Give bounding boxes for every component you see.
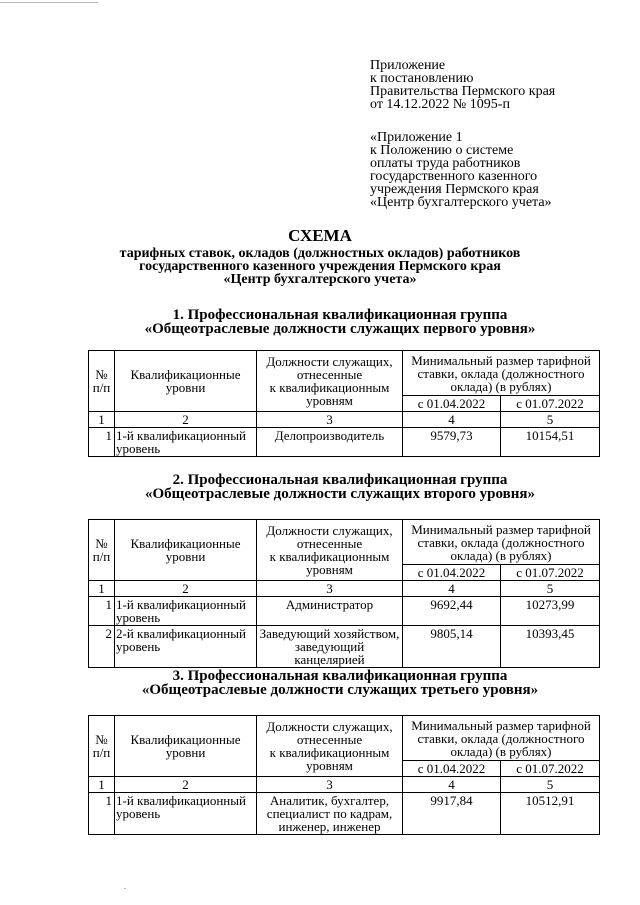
row-position: Делопроизводитель [257, 428, 403, 457]
row-level: 1-й квалификационный уровень [115, 793, 257, 835]
header-levels: Квалификационные уровни [115, 351, 257, 412]
row-value-1: 9692,44 [403, 597, 501, 626]
header-date-2: с 01.07.2022 [501, 565, 600, 581]
appendix-header: Приложение к постановлению Правительства Пермского края от 14.12.2022 № 1095-п [370, 58, 556, 112]
group-3-table [88, 715, 600, 835]
col-number: 3 [257, 581, 403, 597]
group-1-title: 1. Профессиональная квалификационная группа «Общеотраслевые должности служащих первого уровня» [144, 307, 536, 337]
appendix-1-header: «Приложение 1 к Положению о системе оплаты труда работников государственного казенного учреждения Пермского края «Центр бухгалтерского учета» [370, 130, 552, 210]
header-positions: Должности служащих, отнесенные к квалификационным уровням [257, 351, 403, 412]
header-min-salary: Минимальный размер тарифной ставки, оклада (должностного оклада) (в рублях) [403, 716, 600, 761]
row-num: 1 [89, 428, 115, 457]
col-number: 5 [501, 581, 600, 597]
col-number: 3 [257, 412, 403, 428]
row-level: 1-й квалификационный уровень [115, 597, 257, 626]
header-date-2: с 01.07.2022 [501, 761, 600, 777]
group-2-table [88, 519, 600, 668]
col-number: 2 [115, 777, 257, 793]
table-row [89, 626, 600, 668]
row-level: 1-й квалификационный уровень [115, 428, 257, 457]
col-number: 4 [403, 581, 501, 597]
row-num: 1 [89, 597, 115, 626]
col-number: 5 [501, 777, 600, 793]
col-number: 1 [89, 412, 115, 428]
table-row [89, 428, 600, 457]
header-date-1: с 01.04.2022 [403, 565, 501, 581]
header-levels: Квалификационные уровни [115, 520, 257, 581]
group-1-table [88, 350, 600, 457]
row-value-2: 10273,99 [501, 597, 600, 626]
header-num: № п/п [89, 520, 115, 581]
row-num: 1 [89, 793, 115, 835]
row-level: 2-й квалификационный уровень [115, 626, 257, 668]
group-3-title: 3. Профессиональная квалификационная группа «Общеотраслевые должности служащих третьего уровня» [141, 668, 539, 698]
table-row [89, 793, 600, 835]
scan-edge-line [0, 2, 98, 3]
col-number: 3 [257, 777, 403, 793]
col-number: 4 [403, 412, 501, 428]
document-title: СХЕМА [288, 226, 352, 245]
row-value-1: 9805,14 [403, 626, 501, 668]
document-subtitle: тарифных ставок, окладов (должностных окладов) работников государственного казенного учреждения Пермского края «Центр бухгалтерского учета» [119, 246, 521, 287]
header-positions: Должности служащих, отнесенные к квалификационным уровням [257, 520, 403, 581]
header-levels: Квалификационные уровни [115, 716, 257, 777]
row-value-2: 10393,45 [501, 626, 600, 668]
col-number: 1 [89, 581, 115, 597]
row-value-2: 10512,91 [501, 793, 600, 835]
col-number: 4 [403, 777, 501, 793]
row-position: Аналитик, бухгалтер, специалист по кадрам, инженер, инженер [257, 793, 403, 835]
header-date-1: с 01.04.2022 [403, 761, 501, 777]
row-value-2: 10154,51 [501, 428, 600, 457]
row-value-1: 9917,84 [403, 793, 501, 835]
header-min-salary: Минимальный размер тарифной ставки, оклада (должностного оклада) (в рублях) [403, 351, 600, 396]
header-positions: Должности служащих, отнесенные к квалификационным уровням [257, 716, 403, 777]
header-date-1: с 01.04.2022 [403, 396, 501, 412]
group-2-title: 2. Профессиональная квалификационная группа «Общеотраслевые должности служащих второго уровня» [145, 472, 535, 502]
row-position: Администратор [257, 597, 403, 626]
row-num: 2 [89, 626, 115, 668]
scan-speck [124, 888, 126, 889]
col-number: 5 [501, 412, 600, 428]
col-number: 2 [115, 581, 257, 597]
row-position: Заведующий хозяйством, заведующий канцелярией [257, 626, 403, 668]
header-num: № п/п [89, 351, 115, 412]
col-number: 2 [115, 412, 257, 428]
table-row [89, 597, 600, 626]
header-date-2: с 01.07.2022 [501, 396, 600, 412]
header-min-salary: Минимальный размер тарифной ставки, оклада (должностного оклада) (в рублях) [403, 520, 600, 565]
row-value-1: 9579,73 [403, 428, 501, 457]
header-num: № п/п [89, 716, 115, 777]
col-number: 1 [89, 777, 115, 793]
